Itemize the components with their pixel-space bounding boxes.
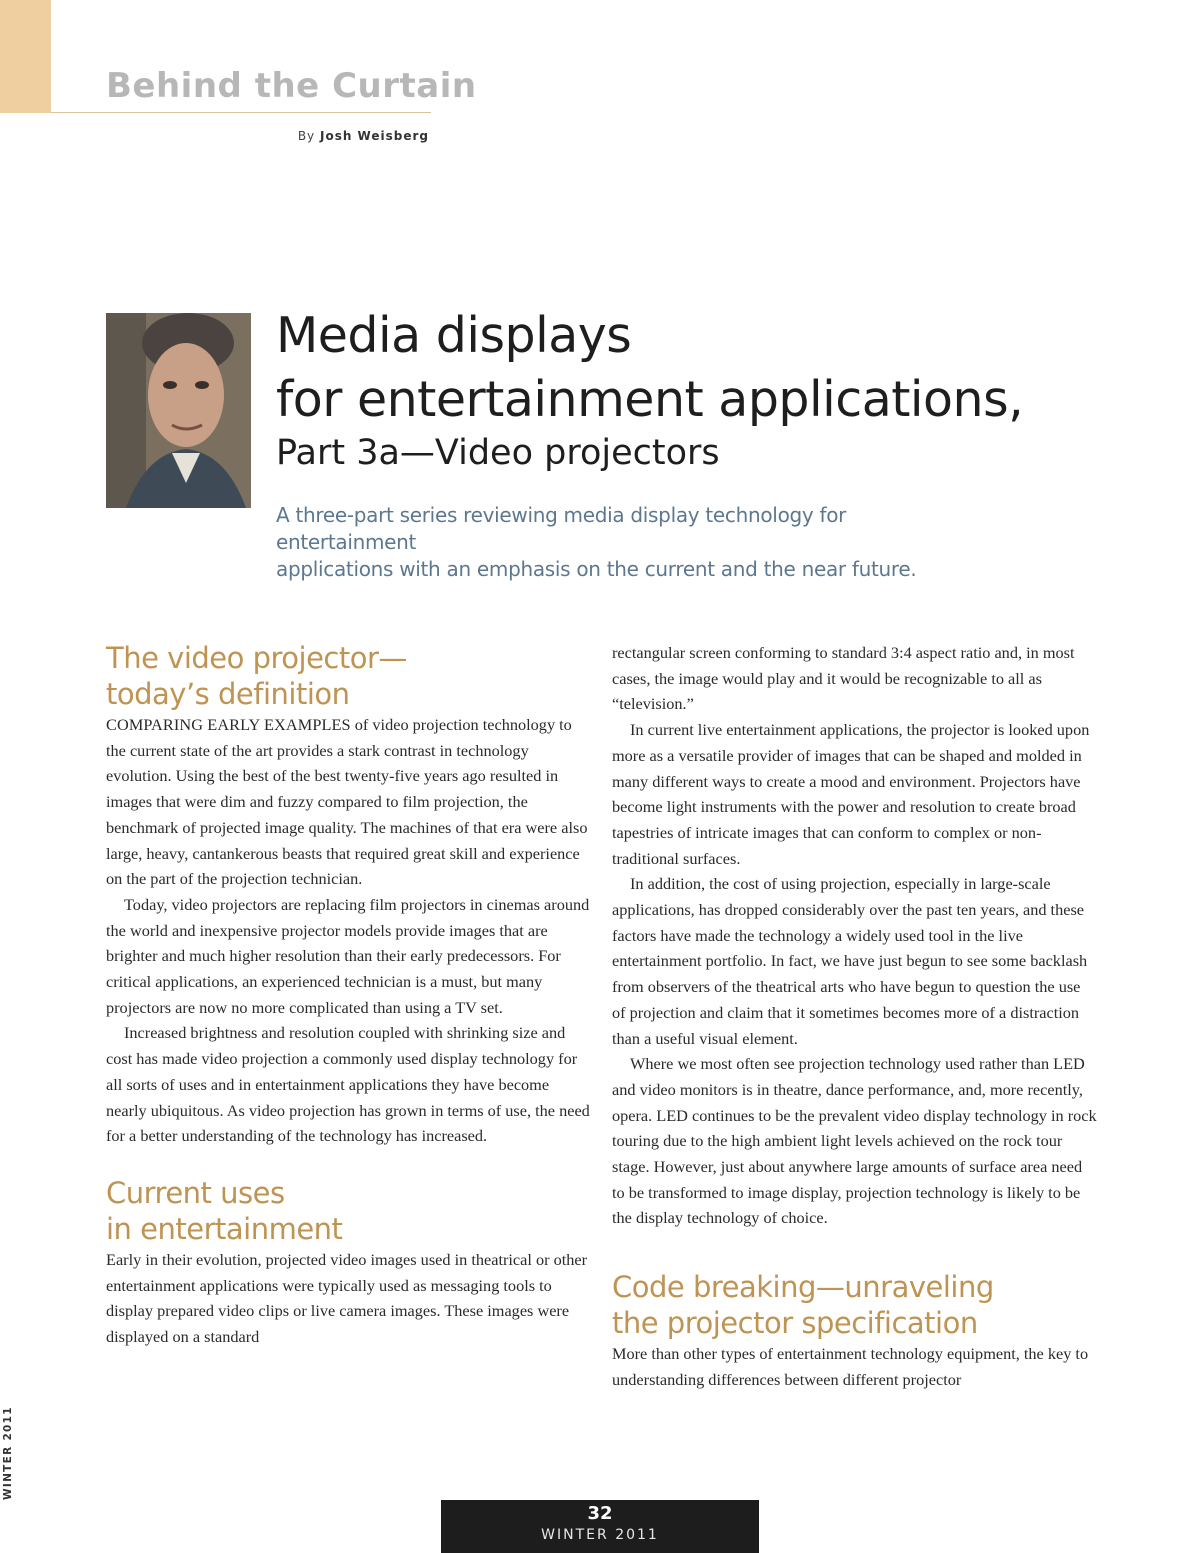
paragraph: Increased brightness and resolution coupled with shrinking size and cost has made video projection a commonly used display technology for all sorts of uses and in entertainment applications they have become nearly ubiquitous. As video projection has grown in terms of use, the need for a better understanding of the technology has increased. (106, 1023, 590, 1146)
header-rule (51, 112, 431, 113)
deck-line-2: applications with an emphasis on the current and the near future. (276, 557, 917, 581)
subhead-line: The video projector— (106, 641, 407, 675)
headline-line-2: for entertainment applications, (276, 371, 1024, 428)
subhead-line: in entertainment (106, 1211, 343, 1246)
subhead-current-uses (106, 1175, 592, 1247)
subhead-line: Current uses (106, 1175, 285, 1210)
author-photo (106, 313, 251, 508)
byline-prefix: By (297, 129, 316, 143)
headline-line-1: Media displays (276, 307, 632, 364)
right-column (612, 640, 1098, 1393)
paragraph: In current live entertainment applications, the projector is looked upon more as a versatile provider of images that can be shaped and molded in many different ways to create a mood and environment. Projectors have become light instruments with the power and resolution to create broad tapestries of intricate images that can conform to complex or non-traditional surfaces. (612, 720, 1090, 868)
paragraph: More than other types of entertainment technology equipment, the key to understanding differences between different projector (612, 1344, 1089, 1389)
byline (298, 129, 429, 143)
subhead-line: Code breaking—unraveling (612, 1270, 994, 1305)
page-footer (441, 1500, 759, 1553)
subhead-code-breaking (612, 1269, 1098, 1341)
section-tab-accent (0, 0, 51, 113)
left-column (106, 640, 592, 1350)
article-deck (276, 502, 976, 583)
subhead-video-projector (106, 640, 592, 712)
paragraph: rectangular screen conforming to standard 3:4 aspect ratio and, in most cases, the image would play and it would be recognizable to all as “television.” (612, 643, 1075, 714)
author-name: Josh Weisberg (319, 129, 429, 143)
article-headline (276, 308, 1156, 475)
footer-issue: WINTER 2011 (541, 1527, 659, 1543)
paragraph-text: of video projection technology to the current state of the art provides a stark contrast in technology evolution. Using the best of the best twenty-five years ago resulted in images that were dim and fuzzy compared to film projection, the benchmark of projected image quality. The machines of that era were also large, heavy, cantankerous beasts that required great skill and experience on the part of the projection technician. (106, 715, 588, 889)
section-title: Behind the Curtain (106, 66, 477, 106)
lead-in: COMPARING EARLY EXAMPLES (106, 715, 351, 734)
deck-line-1: A three-part series reviewing media display technology for entertainment (276, 503, 847, 554)
paragraph: Early in their evolution, projected video images used in theatrical or other entertainment applications were typically used as messaging tools to display prepared video clips or live camera images. These images were displayed on a standard (106, 1249, 588, 1347)
headline-line-3: Part 3a—Video projectors (276, 433, 720, 473)
paragraph: In addition, the cost of using projection, especially in large-scale applications, has dropped considerably over the past ten years, and these factors have made the technology a widely used tool in the live entertainment portfolio. In fact, we have just begun to see some backlash from observers of the theatrical arts who have begun to question the use of projection and claim that it sometimes becomes more of a distraction than a useful visual element. (612, 874, 1088, 1048)
page-number: 32 (587, 1503, 613, 1524)
paragraph: Where we most often see projection technology used rather than LED and video monitors is in theatre, dance performance, and, more recently, opera. LED continues to be the prevalent video display technology in rock touring due to the high ambient light levels achieved on the rock tour stage. However, just about anywhere large amounts of surface area need to be transformed to image display, projection technology is likely to be the display technology of choice. (612, 1054, 1097, 1228)
paragraph (106, 712, 592, 892)
subhead-line: today’s definition (106, 677, 350, 711)
subhead-line: the projector specification (612, 1306, 978, 1341)
paragraph: Today, video projectors are replacing film projectors in cinemas around the world and inexpensive projector models provide images that are brighter and much higher resolution than their early predecessors. For critical applications, an experienced technician is a must, but many projectors are now no more complicated than using a TV set. (106, 894, 590, 1017)
side-issue-label: WINTER 2011 (2, 1406, 14, 1500)
